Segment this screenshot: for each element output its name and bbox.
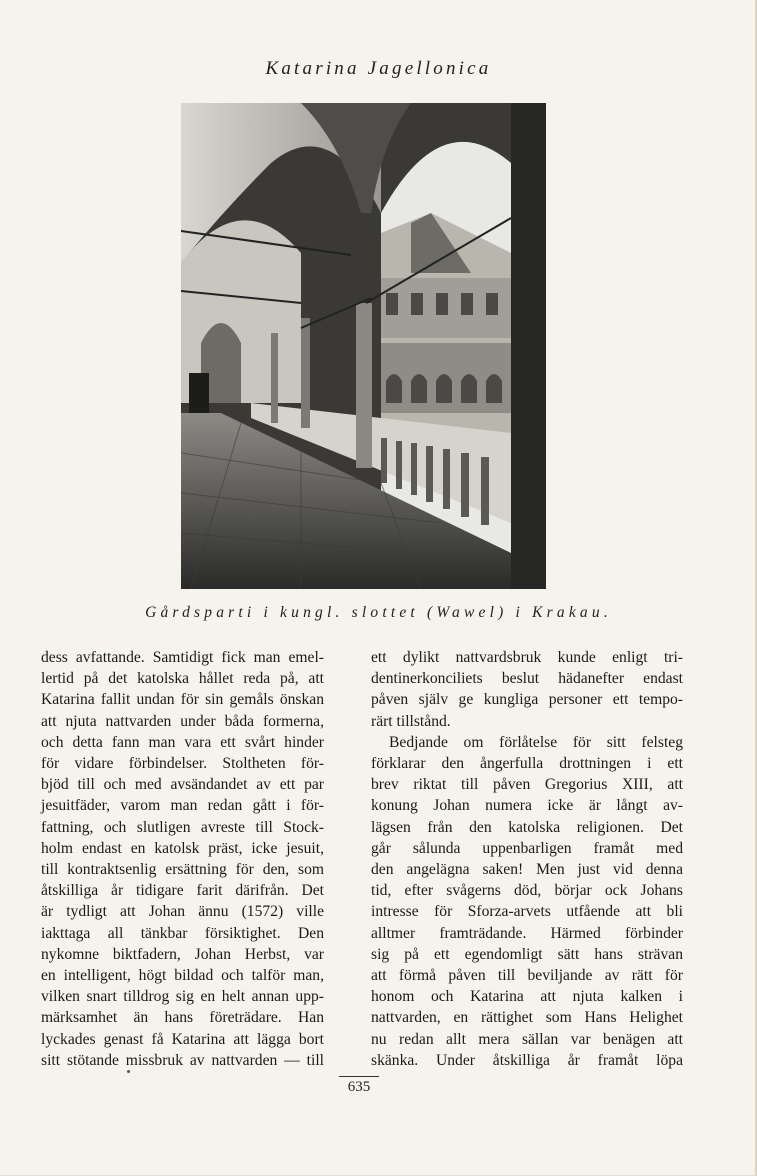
page-number: 635: [339, 1076, 379, 1096]
text-line: iakttaga all tänkbar försiktighet. Den: [41, 924, 324, 942]
text-line: nykomne biktfadern, Johan Herbst, var: [41, 945, 324, 963]
text-line: dess avfattande. Samtidigt fick man emel-: [41, 649, 324, 666]
paragraph: [371, 732, 683, 1071]
text-line: förklarar den ångerfulla drottningen i ett: [371, 755, 683, 773]
text-line: brev riktat till påven Gregorius XIII, att: [371, 776, 683, 794]
print-mark: [127, 1070, 130, 1073]
text-line: tid, efter svågerns död, börjar ock Johans: [371, 882, 683, 900]
text-line: åtskilliga år tidigare farit därifrån. Det: [41, 882, 324, 900]
photo-caption: Gårdsparti i kungl. slottet (Wawel) i Krakau.: [145, 604, 612, 621]
text-line: för vidare förbindelser. Stoltheten för-: [41, 755, 324, 773]
text-line: skänka. Under åtskilliga år framåt löpa: [371, 1051, 683, 1069]
text-line: nu redan allt mera sällan var benägen att: [371, 1030, 683, 1048]
text-line: bjöd till och med avsändandet av ett par: [41, 776, 324, 794]
paragraph: [371, 647, 683, 732]
text-line: holm endast en katolsk präst, icke jesuit,: [41, 839, 324, 857]
right-column: [371, 647, 683, 1071]
text-line: Bedjande om förlåtelse för sitt felsteg: [389, 733, 683, 751]
text-line: dentinerkonciliets beslut hädanefter endast: [371, 670, 683, 688]
text-line: nattvarden, en rättighet som Hans Helighet: [371, 1009, 683, 1027]
text-line: fattning, och slutligen avreste till Stock-: [41, 818, 324, 836]
text-line: att njuta nattvarden under båda formerna,: [41, 712, 324, 730]
text-line: märksamhet än hans företrädare. Han: [41, 1009, 324, 1027]
courtyard-photo: [181, 103, 546, 589]
text-line: alltmer framträdande. Härmed förbinder: [371, 924, 683, 942]
text-line: lertid på det katolska hållet reda på, att: [41, 670, 324, 688]
running-head: Katarina Jagellonica: [265, 58, 492, 79]
text-line: honom och Katarina att njuta kalken i: [371, 988, 683, 1006]
text-line: är tydligt att Johan ännu (1572) ville: [41, 903, 324, 921]
text-line: påven själv ge kungliga personer ett tempo-: [371, 691, 683, 709]
text-line: den angelägna saken! Men just vid denna: [371, 861, 683, 879]
text-line: Katarina fallit undan för sin gemåls önskan: [41, 691, 324, 709]
text-line: lägsen från den katolska religionen. Det: [371, 818, 683, 836]
text-line: en intelligent, högt bildad och talför man,: [41, 967, 324, 985]
left-column: [41, 647, 324, 1071]
text-line: sig på ett egendomligt sätt hans strävan: [371, 945, 683, 963]
text-line: vilken snart tilldrog sig en helt annan upp-: [41, 988, 324, 1006]
text-line: och detta fann man vara ett svårt hinder: [41, 733, 324, 751]
text-line: lyckades genast få Katarina att lägga bort: [41, 1030, 324, 1048]
text-line: intresse för Sforza-arvets utfående att bli: [371, 903, 683, 921]
text-line: rärt tillstånd.: [371, 712, 451, 730]
text-line: ett dylikt nattvardsbruk kunde enligt tri-: [371, 649, 683, 666]
text-line: går sålunda uppenbarligen framåt med: [371, 839, 683, 857]
arcade-illustration: [181, 103, 546, 589]
text-line: konung Johan numera icke är långt av-: [371, 797, 683, 815]
text-line: till kontraktsenlig ersättning för den, som: [41, 861, 324, 879]
text-line: jesuitfäder, varom man redan gått i för-: [41, 797, 324, 815]
text-line: att förmå påven till beviljande av rätt för: [371, 967, 683, 985]
text-line: sitt stötande missbruk av nattvarden — till: [41, 1051, 324, 1069]
